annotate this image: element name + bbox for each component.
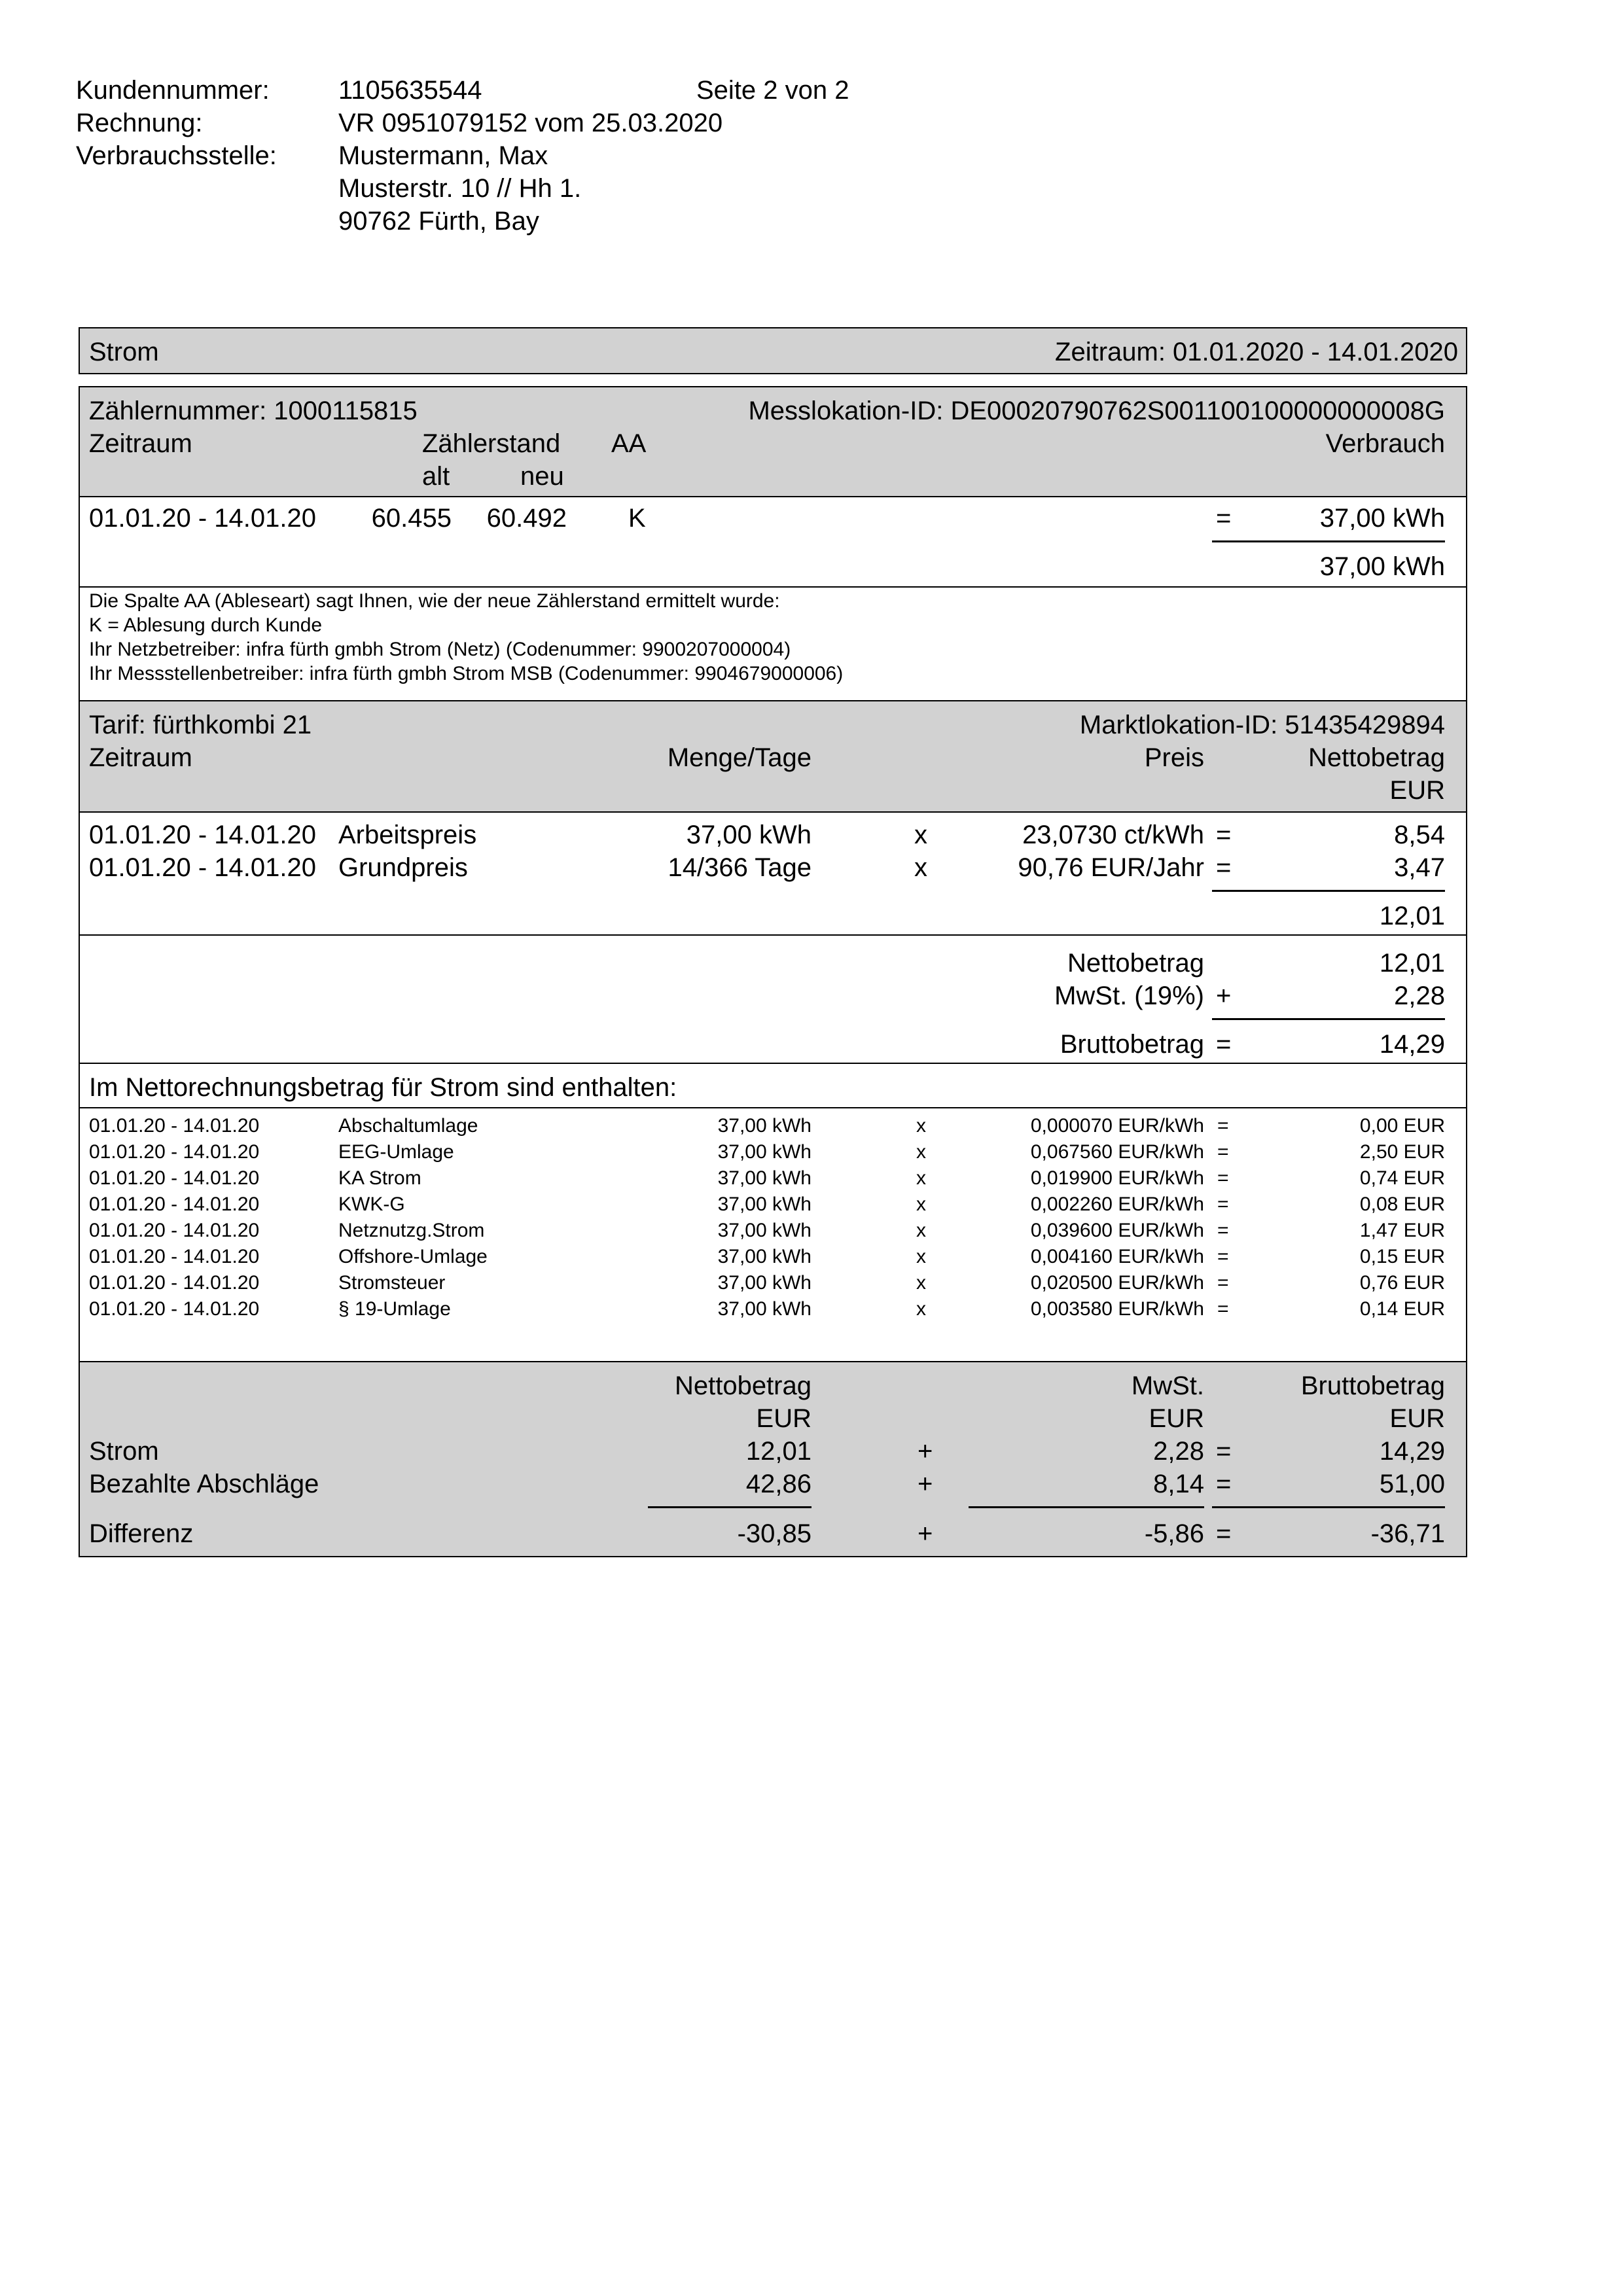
tariff-quantity: 14/366 Tage: [668, 853, 812, 882]
levy-amount: 0,14 EUR: [1359, 1298, 1445, 1320]
levy-quantity: 37,00 kWh: [717, 1193, 812, 1215]
levy-amount: 2,50 EUR: [1359, 1141, 1445, 1163]
levy-quantity: 37,00 kWh: [717, 1298, 812, 1320]
divider: [80, 1063, 1466, 1064]
note-line: Ihr Netzbetreiber: infra fürth gmbh Strom (Netz) (Codenummer: 9900207000004): [89, 639, 791, 660]
column-header-eur: EUR: [1389, 776, 1445, 805]
column-header-verbrauch: Verbrauch: [1325, 429, 1445, 458]
kundennummer-label: Kundennummer:: [76, 76, 270, 105]
tariff-description: Grundpreis: [338, 853, 468, 882]
nettobetrag-label: Nettobetrag: [1067, 949, 1204, 978]
tariff-price: 23,0730 ct/kWh: [1022, 821, 1204, 849]
multiply-sign: x: [914, 821, 927, 849]
equals-sign: =: [1217, 1193, 1229, 1215]
levy-quantity: 37,00 kWh: [717, 1141, 812, 1163]
page-number: Seite 2 von 2: [696, 76, 849, 105]
multiply-sign: x: [916, 1298, 926, 1320]
levy-period: 01.01.20 - 14.01.20: [89, 1298, 260, 1320]
levy-amount: 0,76 EUR: [1359, 1272, 1445, 1294]
multiply-sign: x: [916, 1115, 926, 1137]
divider: [80, 811, 1466, 813]
tariff-amount: 3,47: [1394, 853, 1445, 882]
rechnung-label: Rechnung:: [76, 109, 203, 137]
tariff-quantity: 37,00 kWh: [686, 821, 812, 849]
levy-amount: 0,74 EUR: [1359, 1167, 1445, 1189]
address-line: 90762 Fürth, Bay: [338, 207, 539, 236]
difference-mwst: -5,86: [1144, 1519, 1204, 1548]
summary-header-mwst: MwSt.: [1131, 1371, 1204, 1400]
levy-quantity: 37,00 kWh: [717, 1272, 812, 1294]
column-header-nettobetrag: Nettobetrag: [1308, 743, 1445, 772]
bruttobetrag-label: Bruttobetrag: [1060, 1030, 1204, 1059]
kundennummer-value: 1105635544: [338, 76, 482, 105]
levy-name: Abschaltumlage: [338, 1115, 478, 1137]
multiply-sign: x: [916, 1246, 926, 1267]
summary-header-eur: EUR: [1149, 1404, 1204, 1433]
verbrauchsstelle-label: Verbrauchsstelle:: [76, 141, 277, 170]
levy-quantity: 37,00 kWh: [717, 1220, 812, 1241]
levy-name: Stromsteuer: [338, 1272, 446, 1294]
equals-sign: =: [1216, 853, 1232, 882]
summary-label: Bezahlte Abschläge: [89, 1470, 319, 1498]
summary-header-netto: Nettobetrag: [674, 1371, 812, 1400]
address-line: Mustermann, Max: [338, 141, 548, 170]
summary-label: Strom: [89, 1437, 159, 1466]
summary-header-eur: EUR: [1389, 1404, 1445, 1433]
difference-label: Differenz: [89, 1519, 194, 1548]
plus-sign: +: [918, 1437, 933, 1466]
column-header-alt: alt: [422, 462, 450, 491]
tarif-name: Tarif: fürthkombi 21: [89, 711, 312, 739]
levy-amount: 0,15 EUR: [1359, 1246, 1445, 1267]
zaehlernummer: Zählernummer: 1000115815: [89, 397, 418, 425]
tariff-subtotal: 12,01: [1379, 902, 1445, 930]
tariff-price: 90,76 EUR/Jahr: [1018, 853, 1204, 882]
nettobetrag-value: 12,01: [1379, 949, 1445, 978]
levy-period: 01.01.20 - 14.01.20: [89, 1272, 260, 1294]
levy-quantity: 37,00 kWh: [717, 1246, 812, 1267]
mwst-label: MwSt. (19%): [1054, 981, 1204, 1010]
levy-name: Netznutzg.Strom: [338, 1220, 485, 1241]
levy-period: 01.01.20 - 14.01.20: [89, 1167, 260, 1189]
levy-period: 01.01.20 - 14.01.20: [89, 1193, 260, 1215]
column-header-aa: AA: [611, 429, 647, 458]
equals-sign: =: [1216, 821, 1232, 849]
summary-mwst: 2,28: [1153, 1437, 1204, 1466]
column-header-zeitraum: Zeitraum: [89, 429, 192, 458]
sum-line: [1212, 1018, 1445, 1020]
levy-name: § 19-Umlage: [338, 1298, 451, 1320]
divider: [80, 934, 1466, 936]
plus-sign: +: [1216, 981, 1232, 1010]
levy-rate: 0,002260 EUR/kWh: [1030, 1193, 1204, 1215]
equals-sign: =: [1216, 1437, 1232, 1466]
equals-sign: =: [1216, 504, 1232, 533]
levy-period: 01.01.20 - 14.01.20: [89, 1115, 260, 1137]
meter-total: 37,00 kWh: [1319, 552, 1445, 581]
equals-sign: =: [1217, 1141, 1229, 1163]
multiply-sign: x: [916, 1272, 926, 1294]
difference-netto: -30,85: [737, 1519, 812, 1548]
tariff-description: Arbeitspreis: [338, 821, 477, 849]
levy-rate: 0,004160 EUR/kWh: [1030, 1246, 1204, 1267]
plus-sign: +: [918, 1470, 933, 1498]
equals-sign: =: [1217, 1220, 1229, 1241]
levy-rate: 0,067560 EUR/kWh: [1030, 1141, 1204, 1163]
summary-brutto: 51,00: [1379, 1470, 1445, 1498]
levy-name: KA Strom: [338, 1167, 421, 1189]
sum-line: [1212, 1506, 1445, 1508]
sum-line: [969, 1506, 1204, 1508]
equals-sign: =: [1217, 1167, 1229, 1189]
multiply-sign: x: [916, 1167, 926, 1189]
equals-sign: =: [1216, 1030, 1232, 1059]
levy-amount: 1,47 EUR: [1359, 1220, 1445, 1241]
levy-period: 01.01.20 - 14.01.20: [89, 1141, 260, 1163]
strom-bar-label: Strom: [89, 338, 159, 366]
divider: [80, 496, 1466, 497]
sum-line: [648, 1506, 812, 1508]
strom-bar-zeitraum: Zeitraum: 01.01.2020 - 14.01.2020: [1055, 338, 1458, 366]
equals-sign: =: [1217, 1115, 1229, 1137]
difference-brutto: -36,71: [1370, 1519, 1445, 1548]
levy-rate: 0,003580 EUR/kWh: [1030, 1298, 1204, 1320]
equals-sign: =: [1217, 1298, 1229, 1320]
column-header-neu: neu: [520, 462, 564, 491]
tariff-period: 01.01.20 - 14.01.20: [89, 821, 316, 849]
equals-sign: =: [1216, 1470, 1232, 1498]
levy-rate: 0,000070 EUR/kWh: [1030, 1115, 1204, 1137]
divider: [80, 586, 1466, 588]
column-header-zeitraum: Zeitraum: [89, 743, 192, 772]
levy-quantity: 37,00 kWh: [717, 1115, 812, 1137]
levy-name: EEG-Umlage: [338, 1141, 454, 1163]
sum-line: [1212, 890, 1445, 892]
levy-period: 01.01.20 - 14.01.20: [89, 1220, 260, 1241]
note-line: K = Ablesung durch Kunde: [89, 614, 323, 636]
multiply-sign: x: [916, 1193, 926, 1215]
summary-netto: 12,01: [745, 1437, 812, 1466]
included-heading: Im Nettorechnungsbetrag für Strom sind enthalten:: [89, 1073, 677, 1102]
meter-reading-new: 60.492: [486, 504, 567, 533]
tariff-period: 01.01.20 - 14.01.20: [89, 853, 316, 882]
column-header-zaehlerstand: Zählerstand: [422, 429, 561, 458]
summary-netto: 42,86: [745, 1470, 812, 1498]
levy-name: Offshore-Umlage: [338, 1246, 488, 1267]
multiply-sign: x: [914, 853, 927, 882]
equals-sign: =: [1217, 1272, 1229, 1294]
levy-amount: 0,00 EUR: [1359, 1115, 1445, 1137]
note-line: Ihr Messstellenbetreiber: infra fürth gmbh Strom MSB (Codenummer: 9904679000006): [89, 663, 844, 684]
equals-sign: =: [1217, 1246, 1229, 1267]
sum-line: [1212, 540, 1445, 542]
levy-amount: 0,08 EUR: [1359, 1193, 1445, 1215]
meter-ableseart: K: [628, 504, 646, 533]
address-line: Musterstr. 10 // Hh 1.: [338, 174, 582, 203]
levy-name: KWK-G: [338, 1193, 405, 1215]
bruttobetrag-value: 14,29: [1379, 1030, 1445, 1059]
column-header-preis: Preis: [1144, 743, 1204, 772]
divider: [80, 1107, 1466, 1108]
levy-period: 01.01.20 - 14.01.20: [89, 1246, 260, 1267]
summary-brutto: 14,29: [1379, 1437, 1445, 1466]
levy-quantity: 37,00 kWh: [717, 1167, 812, 1189]
equals-sign: =: [1216, 1519, 1232, 1548]
meter-period: 01.01.20 - 14.01.20: [89, 504, 316, 533]
multiply-sign: x: [916, 1220, 926, 1241]
mwst-value: 2,28: [1394, 981, 1445, 1010]
multiply-sign: x: [916, 1141, 926, 1163]
levy-rate: 0,019900 EUR/kWh: [1030, 1167, 1204, 1189]
plus-sign: +: [918, 1519, 933, 1548]
summary-mwst: 8,14: [1153, 1470, 1204, 1498]
note-line: Die Spalte AA (Ableseart) sagt Ihnen, wie der neue Zählerstand ermittelt wurde:: [89, 590, 780, 612]
marktlokation-id: Marktlokation-ID: 51435429894: [1079, 711, 1445, 739]
meter-reading-old: 60.455: [371, 504, 452, 533]
tariff-amount: 8,54: [1394, 821, 1445, 849]
levy-rate: 0,039600 EUR/kWh: [1030, 1220, 1204, 1241]
summary-header-brutto: Bruttobetrag: [1300, 1371, 1445, 1400]
rechnung-value: VR 0951079152 vom 25.03.2020: [338, 109, 723, 137]
messlokation-id: Messlokation-ID: DE00020790762S001100100000000008G: [748, 397, 1445, 425]
levy-rate: 0,020500 EUR/kWh: [1030, 1272, 1204, 1294]
meter-consumption: 37,00 kWh: [1319, 504, 1445, 533]
summary-header-eur: EUR: [756, 1404, 812, 1433]
column-header-menge: Menge/Tage: [667, 743, 812, 772]
